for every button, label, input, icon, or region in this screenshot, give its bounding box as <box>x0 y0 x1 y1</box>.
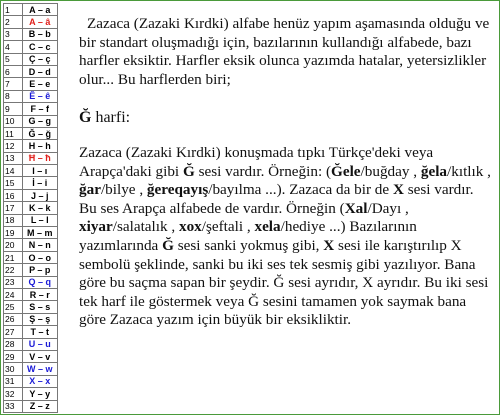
body-bold-letter: X <box>323 236 335 254</box>
alphabet-row-number: 6 <box>4 65 23 77</box>
alphabet-row <box>4 400 58 412</box>
intro-paragraph: Zazaca (Zazaki Kırdki) alfabe henüz yapım aşamasında olduğu ve bir standart oluşmadığı için, bazılarının kullandığı alfabede, bazı harfler eksiktir. Harfler eksik olunca yazımda hatalar, yetersizlikler olur... Bu harflerden biri; <box>79 15 490 88</box>
alphabet-row <box>4 227 58 239</box>
alphabet-row <box>4 313 58 325</box>
alphabet-row <box>4 4 58 16</box>
example-word: ğar <box>79 181 101 199</box>
alphabet-row-number: 9 <box>4 103 23 115</box>
alphabet-row-number: 16 <box>4 189 23 201</box>
body-text: sesi sanki yokmuş gibi, <box>173 236 324 254</box>
heading-letter: Ğ <box>79 109 92 127</box>
body-text: /bayılma ...). Zazaca da bir de <box>208 181 393 199</box>
alphabet-row-letter: Ş – ş <box>22 313 57 325</box>
alphabet-row-letter: X – x <box>22 375 57 387</box>
example-word: ğela <box>420 162 448 180</box>
alphabet-row-number: 2 <box>4 16 23 28</box>
alphabet-row-number: 18 <box>4 214 23 226</box>
body-text: /Dayı , <box>367 199 409 217</box>
alphabet-row <box>4 90 58 102</box>
alphabet-row <box>4 177 58 189</box>
example-word: Xal <box>344 199 368 217</box>
alphabet-row <box>4 388 58 400</box>
alphabet-row-number: 12 <box>4 140 23 152</box>
heading-suffix: harfi: <box>91 109 131 127</box>
alphabet-row-number: 5 <box>4 53 23 65</box>
article-content <box>79 15 495 330</box>
alphabet-row <box>4 140 58 152</box>
alphabet-row-number: 24 <box>4 288 23 300</box>
alphabet-row <box>4 288 58 300</box>
alphabet-row-letter: E – e <box>22 78 57 90</box>
alphabet-row <box>4 239 58 251</box>
body-text: sesi vardır. Bu ses Arapça alfabede de vardır. Örneğin ( <box>79 181 474 217</box>
alphabet-row-number: 33 <box>4 400 23 412</box>
alphabet-row <box>4 41 58 53</box>
alphabet-row-number: 3 <box>4 28 23 40</box>
alphabet-row-letter: Q – q <box>22 276 57 288</box>
alphabet-row-number: 19 <box>4 227 23 239</box>
body-text: /bilye , <box>100 181 147 199</box>
alphabet-row-letter: O – o <box>22 251 57 263</box>
example-word: xiyar <box>79 218 113 236</box>
body-text: /şeftali , <box>201 218 255 236</box>
alphabet-row <box>4 53 58 65</box>
alphabet-row-letter: D – d <box>22 65 57 77</box>
alphabet-row-letter: B – b <box>22 28 57 40</box>
example-word: Ğele <box>331 162 361 180</box>
alphabet-row-letter: T – t <box>22 326 57 338</box>
alphabet-row-number: 26 <box>4 313 23 325</box>
alphabet-row <box>4 65 58 77</box>
alphabet-row-number: 31 <box>4 375 23 387</box>
example-word: xox <box>178 218 202 236</box>
alphabet-row-number: 32 <box>4 388 23 400</box>
alphabet-row-letter: W – w <box>22 363 57 375</box>
body-text: /hediye ...) Bazılarının yazımlarında <box>79 218 417 254</box>
alphabet-row-number: 11 <box>4 127 23 139</box>
alphabet-row-number: 1 <box>4 4 23 16</box>
alphabet-sidebar <box>3 3 58 414</box>
alphabet-row <box>4 326 58 338</box>
body-text: /buğday , <box>360 162 421 180</box>
alphabet-row-number: 4 <box>4 41 23 53</box>
body-paragraph <box>79 144 495 330</box>
alphabet-row-letter: Ħ – ħ <box>22 152 57 164</box>
alphabet-row <box>4 103 58 115</box>
alphabet-row-number: 30 <box>4 363 23 375</box>
alphabet-row-number: 27 <box>4 326 23 338</box>
alphabet-row-letter: S – s <box>22 301 57 313</box>
body-text: sesi ile karıştırılıp X sembolü şeklinde, sanki bu iki ses tek sesmiş gibi yazılıyor. Bana göre bu saçma sapan bir şeydir. Ğ sesi ayrıdır, X ayrıdır. Bu iki sesi tek harf ile göstermek veya Ğ sesini tamamen yok saymak bana göre Zazaca yazım için büyük bir eksikliktir. <box>79 236 489 329</box>
alphabet-row-number: 8 <box>4 90 23 102</box>
body-text: sesi vardır. Örneğin: ( <box>194 162 332 180</box>
alphabet-row <box>4 16 58 28</box>
alphabet-row-letter: A – â <box>22 16 57 28</box>
alphabet-row <box>4 165 58 177</box>
alphabet-table <box>3 3 58 413</box>
alphabet-row <box>4 350 58 362</box>
alphabet-row-letter: Z – z <box>22 400 57 412</box>
alphabet-row-letter: Y – y <box>22 388 57 400</box>
alphabet-row-letter: K – k <box>22 202 57 214</box>
alphabet-row-letter: Ç – ç <box>22 53 57 65</box>
alphabet-row <box>4 189 58 201</box>
alphabet-row <box>4 251 58 263</box>
alphabet-row <box>4 264 58 276</box>
alphabet-row-letter: Ğ – ğ <box>22 127 57 139</box>
alphabet-row-letter: F – f <box>22 103 57 115</box>
alphabet-row-letter: U – u <box>22 338 57 350</box>
alphabet-row-number: 21 <box>4 251 23 263</box>
alphabet-row-letter: M – m <box>22 227 57 239</box>
alphabet-row-number: 10 <box>4 115 23 127</box>
alphabet-row <box>4 276 58 288</box>
alphabet-row-number: 25 <box>4 301 23 313</box>
alphabet-row <box>4 78 58 90</box>
alphabet-row-number: 20 <box>4 239 23 251</box>
alphabet-row <box>4 202 58 214</box>
alphabet-row-letter: Ê – ê <box>22 90 57 102</box>
alphabet-row <box>4 375 58 387</box>
alphabet-row-number: 22 <box>4 264 23 276</box>
alphabet-row-number: 17 <box>4 202 23 214</box>
alphabet-row-letter: C – c <box>22 41 57 53</box>
alphabet-row-number: 29 <box>4 350 23 362</box>
body-bold-letter: X <box>392 181 404 199</box>
alphabet-row <box>4 338 58 350</box>
alphabet-row-number: 14 <box>4 165 23 177</box>
body-text: /kıtlık , <box>447 162 491 180</box>
section-heading <box>79 109 495 128</box>
alphabet-row-number: 13 <box>4 152 23 164</box>
alphabet-row-letter: V – v <box>22 350 57 362</box>
alphabet-row <box>4 214 58 226</box>
alphabet-row <box>4 152 58 164</box>
alphabet-row <box>4 363 58 375</box>
alphabet-row-letter: İ – i <box>22 177 57 189</box>
body-bold-letter: Ğ <box>162 236 174 254</box>
alphabet-row-letter: N – n <box>22 239 57 251</box>
alphabet-row-letter: J – j <box>22 189 57 201</box>
alphabet-row-letter: I – ı <box>22 165 57 177</box>
alphabet-row <box>4 115 58 127</box>
alphabet-row-letter: H – h <box>22 140 57 152</box>
alphabet-row-number: 23 <box>4 276 23 288</box>
alphabet-row-letter: L – l <box>22 214 57 226</box>
body-text: /salatalık , <box>112 218 179 236</box>
alphabet-table-body <box>4 4 58 413</box>
alphabet-row-letter: P – p <box>22 264 57 276</box>
body-bold-letter: Ğ <box>182 162 195 180</box>
alphabet-row <box>4 28 58 40</box>
alphabet-row-letter: A – a <box>22 4 57 16</box>
example-word: xela <box>254 218 281 236</box>
alphabet-row <box>4 301 58 313</box>
alphabet-row-number: 7 <box>4 78 23 90</box>
alphabet-row <box>4 127 58 139</box>
alphabet-row-number: 28 <box>4 338 23 350</box>
alphabet-row-letter: G – g <box>22 115 57 127</box>
alphabet-row-number: 15 <box>4 177 23 189</box>
alphabet-row-letter: R – r <box>22 288 57 300</box>
body-text: Zazaca (Zazaki Kırdki) konuşmada tıpkı Türkçe'deki veya Arapça'daki gibi <box>79 143 434 180</box>
example-word: ğereqayış <box>146 181 209 199</box>
